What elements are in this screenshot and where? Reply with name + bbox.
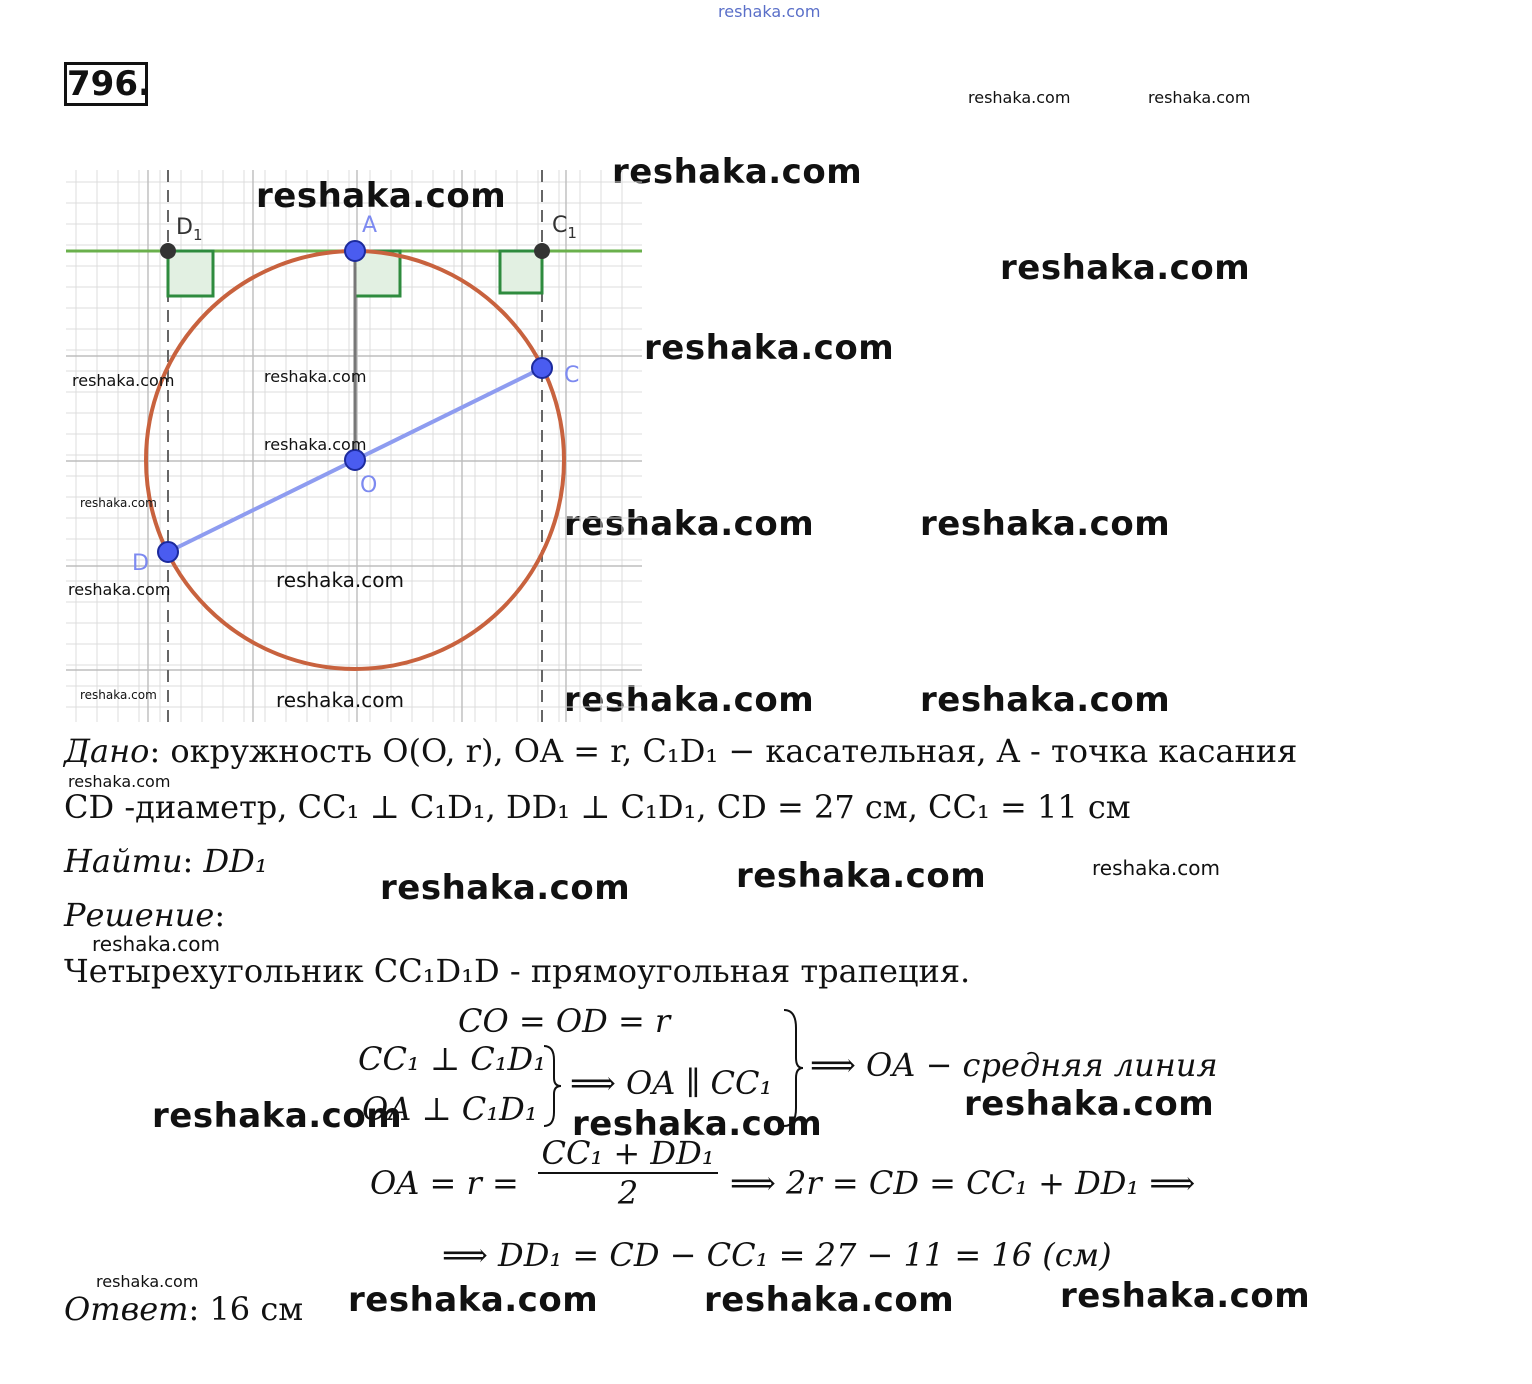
problem-number: 796. [64,62,148,106]
answer-value: 16 см [209,1290,304,1328]
equation-left: OA = r = [370,1164,519,1202]
watermark-top: reshaka.com [718,2,821,21]
watermark: reshaka.com [256,176,507,216]
watermark: reshaka.com [920,504,1171,544]
watermark: reshaka.com [72,371,175,390]
watermark: reshaka.com [96,1272,199,1291]
watermark: reshaka.com [348,1280,599,1320]
watermark: reshaka.com [572,1104,823,1144]
answer-label: Ответ [64,1290,189,1328]
label-d1: $D_1$ [176,215,203,244]
watermark: reshaka.com [264,435,367,454]
watermark: reshaka.com [276,568,404,592]
point-c1 [534,243,550,259]
find-value: DD₁ [203,842,268,880]
watermark: reshaka.com [1092,856,1220,880]
watermark: reshaka.com [968,88,1071,107]
watermark: reshaka.com [564,680,815,720]
watermark: reshaka.com [920,680,1171,720]
watermark: reshaka.com [380,868,631,908]
given-line-2: CD -диаметр, CC₁ ⊥ C₁D₁, DD₁ ⊥ C₁D₁, CD = 27 см, CC₁ = 11 см [64,788,1131,826]
watermark: reshaka.com [1000,248,1251,288]
solution-line-1: Четырехугольник CC₁D₁D - прямоугольная трапеция. [64,952,971,990]
solution-label: Решение [64,896,215,934]
answer-line: Ответ: 16 см [64,1290,304,1328]
label-c1: $C_1$ [552,213,577,242]
watermark: reshaka.com [736,856,987,896]
point-c [532,358,552,378]
label-o: O [360,473,378,498]
fraction [538,1134,718,1212]
fraction-denominator: 2 [538,1172,718,1212]
given-text-1: окружность O(O, r), OA = r, C₁D₁ − касательная, A - точка касания [170,732,1298,770]
solution-heading: Решение: [64,896,226,934]
right-angle-d1 [168,251,213,296]
equation-final: ⟹ DD₁ = CD − CC₁ = 27 − 11 = 16 (см) [442,1236,1112,1274]
find-line: Найти: DD₁ [64,842,268,880]
watermark: reshaka.com [68,580,171,599]
equation-right: ⟹ 2r = CD = CC₁ + DD₁ ⟹ [730,1164,1196,1202]
system-line-1: CO = OD = r [458,1002,671,1040]
label-a: A [362,213,378,238]
label-c: C [564,363,580,388]
point-d1 [160,243,176,259]
right-angle-c1 [500,251,542,293]
watermark: reshaka.com [1148,88,1251,107]
fraction-numerator: CC₁ + DD₁ [541,1134,715,1172]
watermark: reshaka.com [68,772,171,791]
brace-inner [542,1044,562,1128]
watermark: reshaka.com [80,496,157,510]
watermark: reshaka.com [152,1096,403,1136]
watermark: reshaka.com [264,367,367,386]
watermark: reshaka.com [92,932,220,956]
watermark: reshaka.com [564,504,815,544]
watermark: reshaka.com [1060,1276,1311,1316]
watermark: reshaka.com [276,688,404,712]
label-d: D [132,551,149,576]
point-d [158,542,178,562]
watermark: reshaka.com [964,1084,1215,1124]
find-label: Найти [64,842,183,880]
watermark: reshaka.com [704,1280,955,1320]
point-a [345,241,365,261]
system-line-3: OA ⊥ C₁D₁ [362,1090,538,1128]
system-implication-2: ⟹ OA − средняя линия [810,1046,1218,1084]
given-line-1: Дано: окружность O(O, r), OA = r, C₁D₁ − касательная, A - точка касания [64,732,1298,770]
watermark: reshaka.com [80,688,157,702]
system-line-2: CC₁ ⊥ C₁D₁ [358,1040,547,1078]
watermark: reshaka.com [644,328,895,368]
watermark: reshaka.com [612,152,863,192]
given-label: Дано [64,732,150,770]
system-implication-1: ⟹ OA ∥ CC₁ [570,1064,773,1102]
